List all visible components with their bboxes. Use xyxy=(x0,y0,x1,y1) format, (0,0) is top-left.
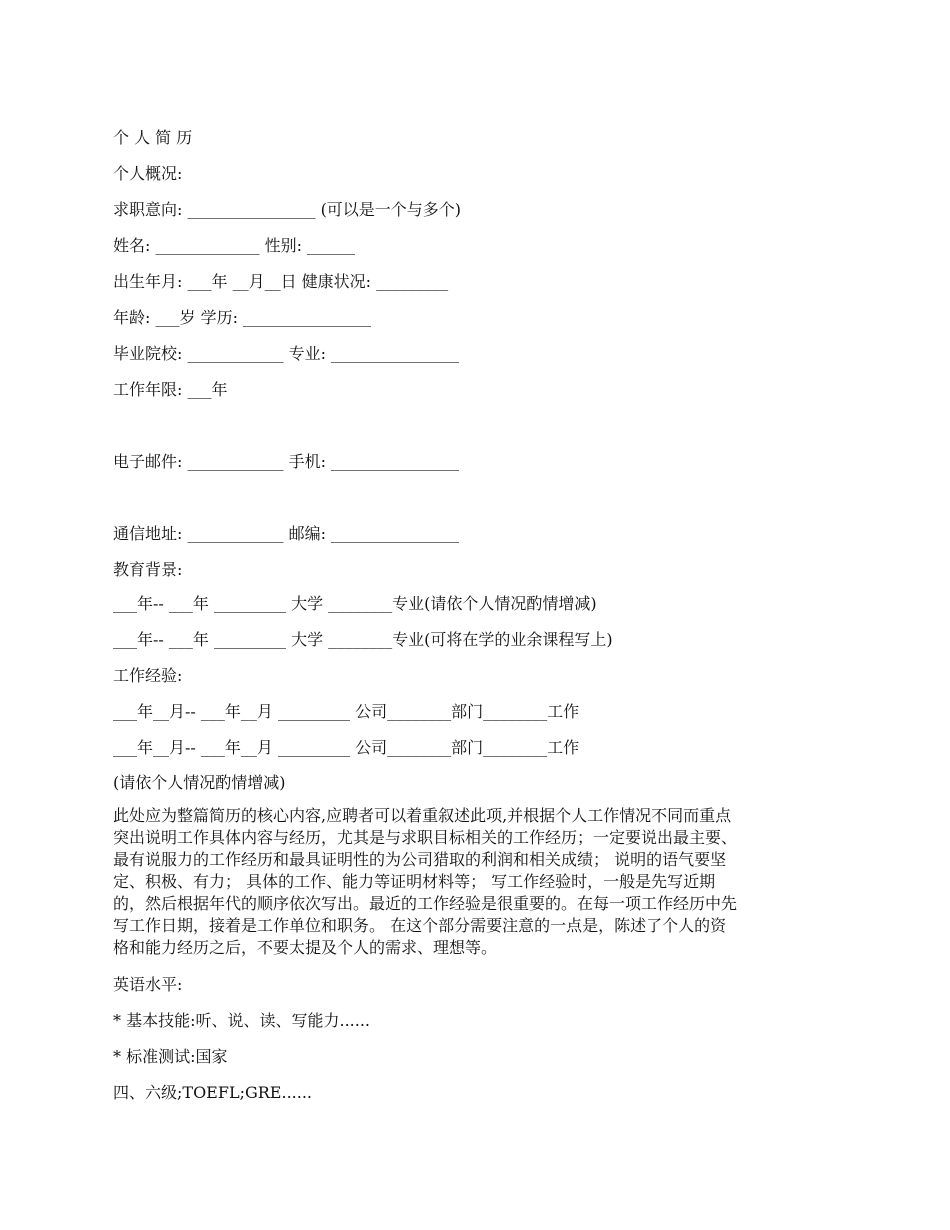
address-zip-field: 通信地址: ____________ 邮编: ________________ xyxy=(113,524,460,543)
description-line: 最有说服力的工作经历和最具证明性的为公司猎取的利润和相关成绩； 说明的语气要坚 xyxy=(113,850,727,869)
english-basic-skills: * 基本技能:听、说、读、写能力...... xyxy=(113,1011,370,1030)
school-major-field: 毕业院校: ____________ 专业: ________________ xyxy=(113,344,460,363)
description-line: 写工作日期，接着是工作单位和职务。 在这个部分需要注意的一点是，陈述了个人的资 xyxy=(113,916,727,935)
english-levels: 四、六级;TOEFL;GRE...... xyxy=(113,1083,313,1102)
description-line: 的，然后根据年代的顺序依次写出。最近的工作经验是很重要的。在每一项工作经历中先 xyxy=(113,894,738,913)
experience-row: ___年__月-- ___年__月 _________ 公司________部门________工作 xyxy=(113,738,580,757)
english-standard-test: * 标准测试:国家 xyxy=(113,1047,228,1066)
job-intention-field: 求职意向: ________________ (可以是一个与多个) xyxy=(113,200,462,219)
education-row: ___年-- ___年 _________ 大学 ________专业(可将在学的业余课程写上) xyxy=(113,630,613,649)
document-title: 个 人 简 历 xyxy=(113,128,193,147)
description-line: 此处应为整篇简历的核心内容,应聘者可以着重叙述此项,并根据个人工作情况不同而重点 xyxy=(113,806,732,825)
birth-health-field: 出生年月: ___年 __月__日 健康状况: _________ xyxy=(113,272,449,291)
name-gender-field: 姓名: _____________ 性别: ______ xyxy=(113,236,356,255)
experience-row: ___年__月-- ___年__月 _________ 公司________部门________工作 xyxy=(113,702,580,721)
work-years-field: 工作年限: ___年 xyxy=(113,380,228,399)
description-line: 定、积极、有力； 具体的工作、能力等证明材料等； 写工作经验时，一般是先写近期 xyxy=(113,872,716,891)
profile-heading: 个人概况: xyxy=(113,164,183,183)
experience-heading: 工作经验: xyxy=(113,666,183,685)
education-row: ___年-- ___年 _________ 大学 ________专业(请依个人情况酌情增减) xyxy=(113,594,597,613)
experience-description xyxy=(113,805,843,959)
description-line: 突出说明工作具体内容与经历，尤其是与求职目标相关的工作经历；一定要说出最主要、 xyxy=(113,828,738,847)
email-phone-field: 电子邮件: ____________ 手机: ________________ xyxy=(113,452,460,471)
english-heading: 英语水平: xyxy=(113,975,183,994)
age-education-field: 年龄: ___岁 学历: ________________ xyxy=(113,308,372,327)
education-heading: 教育背景: xyxy=(113,560,183,579)
experience-note: (请依个人情况酌情增减) xyxy=(113,773,286,792)
description-line: 格和能力经历之后，不要太提及个人的需求、理想等。 xyxy=(113,938,498,957)
